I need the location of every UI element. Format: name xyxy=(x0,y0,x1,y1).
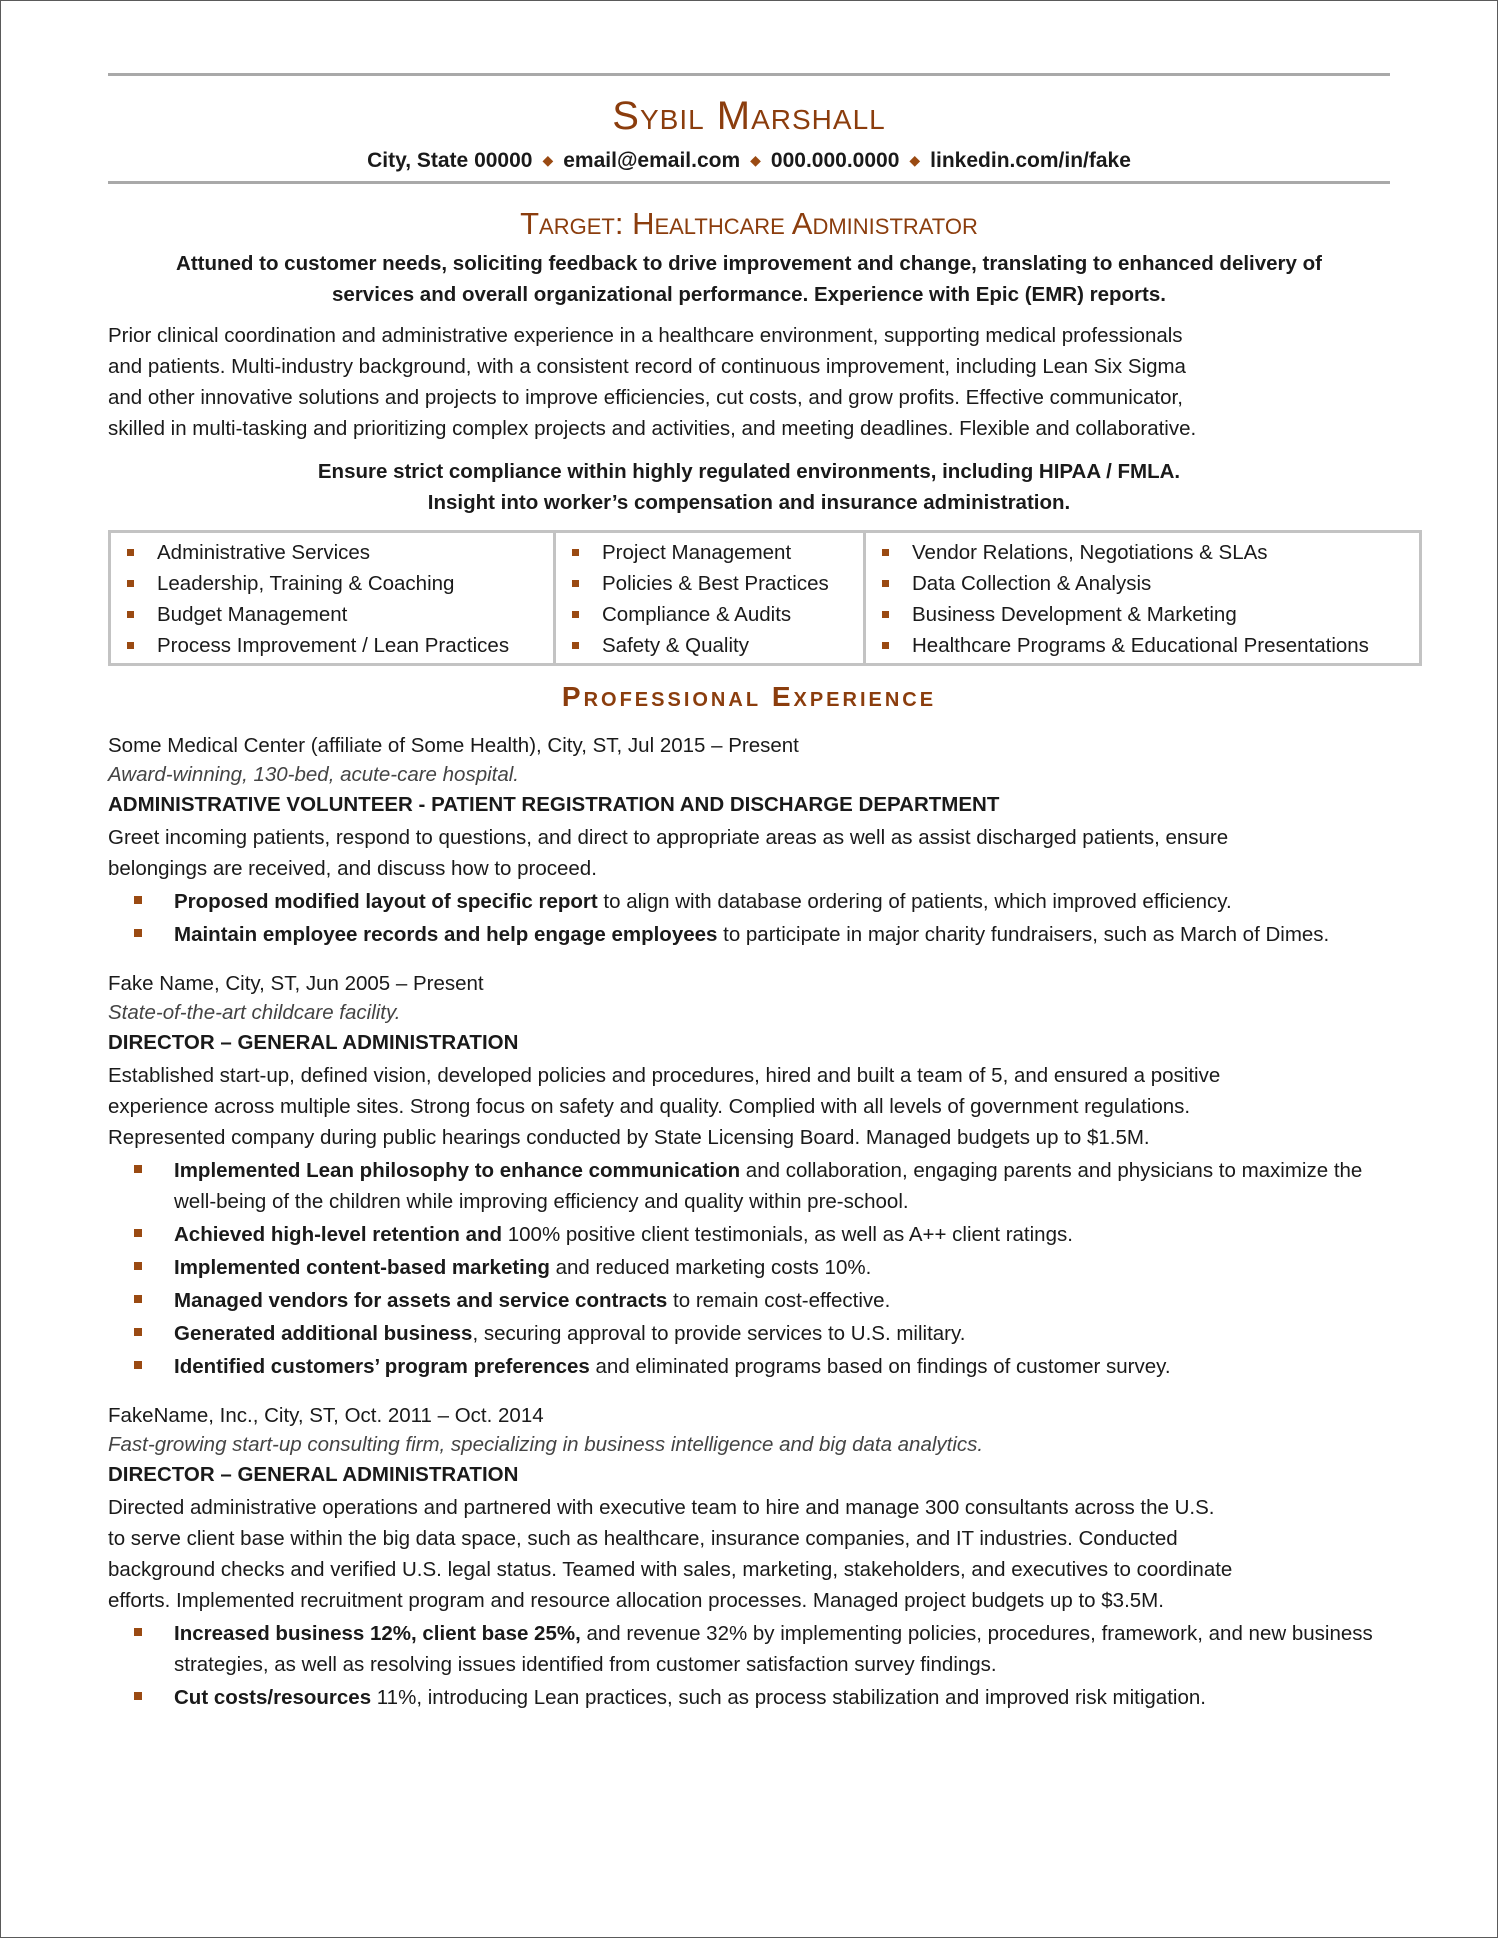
square-bullet-icon xyxy=(134,1262,142,1270)
diamond-separator-icon: ◆ xyxy=(750,152,761,168)
achievement-item xyxy=(108,1219,1390,1250)
compliance-line: Ensure strict compliance within highly regulated environments, including HIPAA / FMLA. xyxy=(317,460,1181,483)
compliance-statement xyxy=(108,456,1390,518)
achievement-detail: and eliminated programs based on findings of customer survey. xyxy=(589,1355,1171,1378)
achievement-item xyxy=(108,1618,1390,1680)
square-bullet-icon xyxy=(134,1692,142,1700)
skill-item xyxy=(119,568,545,599)
achievement-highlight: Identified customers’ program preferences xyxy=(174,1355,590,1378)
skill-item xyxy=(119,537,545,568)
skills-column xyxy=(111,533,553,663)
job-employer-line: FakeName, Inc., City, ST, Oct. 2011 – Oct. 2014 xyxy=(108,1404,544,1427)
job-title: DIRECTOR – GENERAL ADMINISTRATION xyxy=(108,1031,519,1054)
summary-line: and patients. Multi-industry background, with a consistent record of continuous improvement, including Lean Six Sigma xyxy=(108,355,1186,378)
achievement-highlight: Proposed modified layout of specific report xyxy=(174,890,598,913)
achievement-highlight: Achieved high-level retention and xyxy=(174,1223,503,1246)
achievement-item xyxy=(108,886,1390,917)
square-bullet-icon xyxy=(572,549,579,556)
skill-item xyxy=(119,599,545,630)
compliance-line: Insight into worker’s compensation and insurance administration. xyxy=(427,491,1071,514)
diamond-separator-icon: ◆ xyxy=(909,152,921,168)
contact-phone: 000.000.0000 xyxy=(770,149,900,172)
skills-column xyxy=(553,533,863,663)
job-description xyxy=(108,822,1390,884)
achievement-item xyxy=(108,1682,1390,1713)
achievement-detail: to participate in major charity fundraisers, such as March of Dimes. xyxy=(717,923,1330,946)
job-company-description: Fast-growing start-up consulting firm, specializing in business intelligence and big data analytics. xyxy=(108,1433,984,1456)
job-description-line: Directed administrative operations and partnered with executive team to hire and manage 300 consultants across the U.S. xyxy=(108,1496,1215,1519)
skills-column xyxy=(863,533,1419,663)
tagline xyxy=(108,248,1390,310)
skill-item xyxy=(874,599,1411,630)
contact-line xyxy=(108,146,1390,175)
tagline-line: services and overall organizational performance. Experience with Epic (EMR) reports. xyxy=(332,283,1166,306)
experience-list xyxy=(108,730,1390,1713)
square-bullet-icon xyxy=(134,1229,142,1237)
skill-label: Compliance & Audits xyxy=(602,603,792,626)
job-description-line: experience across multiple sites. Strong focus on safety and quality. Complied with all levels of government regulations. xyxy=(108,1095,1191,1118)
square-bullet-icon xyxy=(134,1328,142,1336)
square-bullet-icon xyxy=(882,642,889,649)
square-bullet-icon xyxy=(134,929,142,937)
contact-location: City, State 00000 xyxy=(367,149,533,172)
square-bullet-icon xyxy=(134,1295,142,1303)
job-description-line: Greet incoming patients, respond to questions, and direct to appropriate areas as well as assist discharged patients, ensure xyxy=(108,826,1229,849)
achievement-highlight: Implemented content-based marketing xyxy=(174,1256,550,1279)
skills-table xyxy=(108,530,1422,666)
square-bullet-icon xyxy=(134,1628,142,1636)
square-bullet-icon xyxy=(127,611,134,618)
square-bullet-icon xyxy=(882,611,889,618)
achievement-list xyxy=(108,1618,1390,1713)
skill-label: Budget Management xyxy=(157,603,348,626)
square-bullet-icon xyxy=(572,580,579,587)
skill-label: Data Collection & Analysis xyxy=(912,572,1152,595)
square-bullet-icon xyxy=(134,1361,142,1369)
skill-label: Process Improvement / Lean Practices xyxy=(157,634,510,657)
square-bullet-icon xyxy=(134,1165,142,1173)
square-bullet-icon xyxy=(127,549,134,556)
skill-label: Leadership, Training & Coaching xyxy=(157,572,455,595)
achievement-detail: to align with database ordering of patients, which improved efficiency. xyxy=(597,890,1232,913)
skill-item xyxy=(564,630,855,661)
square-bullet-icon xyxy=(572,611,579,618)
square-bullet-icon xyxy=(127,642,134,649)
achievement-item xyxy=(108,1252,1390,1283)
achievement-detail: to remain cost-effective. xyxy=(667,1289,891,1312)
achievement-detail: and collaboration, engaging parents and physicians to maximize the well-being of the children while improving efficiency and quality within pre-school. xyxy=(174,1159,1363,1213)
skill-label: Vendor Relations, Negotiations & SLAs xyxy=(912,541,1268,564)
job-employer-line: Fake Name, City, ST, Jun 2005 – Present xyxy=(108,972,484,995)
achievement-item xyxy=(108,1318,1390,1349)
achievement-highlight: Cut costs/resources xyxy=(174,1686,372,1709)
job-title: ADMINISTRATIVE VOLUNTEER - PATIENT REGISTRATION AND DISCHARGE DEPARTMENT xyxy=(108,793,1000,816)
diamond-separator-icon: ◆ xyxy=(542,152,554,168)
job-description xyxy=(108,1492,1390,1616)
achievement-list xyxy=(108,1155,1390,1382)
job-entry xyxy=(108,968,1390,1382)
skill-label: Safety & Quality xyxy=(602,634,749,657)
achievement-detail: 100% positive client testimonials, as well as A++ client ratings. xyxy=(502,1223,1073,1246)
skill-item xyxy=(874,630,1411,661)
section-title-experience: Professional Experience xyxy=(561,681,937,712)
square-bullet-icon xyxy=(882,580,889,587)
summary-paragraph xyxy=(108,320,1390,444)
job-company-description: State-of-the-art childcare facility. xyxy=(108,1001,401,1024)
square-bullet-icon xyxy=(882,549,889,556)
job-title: DIRECTOR – GENERAL ADMINISTRATION xyxy=(108,1463,519,1486)
achievement-detail: and revenue 32% by implementing policies, procedures, framework, and new business strategies, as well as resolving issues identified from customer satisfaction survey findings. xyxy=(174,1622,1373,1676)
contact-email: email@email.com xyxy=(563,149,741,172)
skill-label: Healthcare Programs & Educational Presentations xyxy=(912,634,1369,657)
job-description-line: to serve client base within the big data space, such as healthcare, insurance companies, and IT industries. Conducted xyxy=(108,1527,1178,1550)
skill-item xyxy=(874,537,1411,568)
skill-label: Administrative Services xyxy=(157,541,371,564)
candidate-name: Sybil Marshall xyxy=(612,94,886,138)
achievement-detail: and reduced marketing costs 10%. xyxy=(549,1256,872,1279)
job-description-line: background checks and verified U.S. legal status. Teamed with sales, marketing, stakeholders, and executives to coordinate xyxy=(108,1558,1233,1581)
skill-item xyxy=(874,568,1411,599)
achievement-item xyxy=(108,1155,1390,1217)
job-entry xyxy=(108,1400,1390,1713)
job-company-description: Award-winning, 130-bed, acute-care hospital. xyxy=(108,763,520,786)
job-description-line: efforts. Implemented recruitment program and resource allocation processes. Managed project budgets up to $3.5M. xyxy=(108,1589,1164,1612)
square-bullet-icon xyxy=(134,896,142,904)
achievement-highlight: Generated additional business xyxy=(174,1322,473,1345)
achievement-list xyxy=(108,886,1390,950)
tagline-line: Attuned to customer needs, soliciting feedback to drive improvement and change, translating to enhanced delivery of xyxy=(176,252,1322,275)
achievement-item xyxy=(108,919,1390,950)
achievement-highlight: Maintain employee records and help engage employees xyxy=(174,923,718,946)
resume-content xyxy=(108,1,1390,1713)
job-description xyxy=(108,1060,1390,1153)
achievement-highlight: Managed vendors for assets and service contracts xyxy=(174,1289,668,1312)
square-bullet-icon xyxy=(127,580,134,587)
skill-label: Project Management xyxy=(602,541,792,564)
contact-rule xyxy=(108,181,1390,184)
job-description-line: Established start-up, defined vision, developed policies and procedures, hired and built a team of 5, and ensured a positive xyxy=(108,1064,1221,1087)
skill-item xyxy=(564,537,855,568)
job-employer-line: Some Medical Center (affiliate of Some Health), City, ST, Jul 2015 – Present xyxy=(108,734,799,757)
achievement-item xyxy=(108,1351,1390,1382)
target-title: Target: Healthcare Administrator xyxy=(520,206,978,241)
skill-item xyxy=(119,630,545,661)
skill-item xyxy=(564,599,855,630)
square-bullet-icon xyxy=(572,642,579,649)
job-entry xyxy=(108,730,1390,950)
job-description-line: belongings are received, and discuss how to proceed. xyxy=(108,857,597,880)
achievement-item xyxy=(108,1285,1390,1316)
summary-line: skilled in multi-tasking and prioritizing complex projects and activities, and meeting deadlines. Flexible and collaborative. xyxy=(108,417,1197,440)
skill-item xyxy=(564,568,855,599)
achievement-detail: 11%, introducing Lean practices, such as process stabilization and improved risk mitigation. xyxy=(371,1686,1206,1709)
summary-line: Prior clinical coordination and administrative experience in a healthcare environment, supporting medical professionals xyxy=(108,324,1183,347)
achievement-highlight: Increased business 12%, client base 25%, xyxy=(174,1622,581,1645)
skill-label: Policies & Best Practices xyxy=(602,572,829,595)
top-rule xyxy=(108,73,1390,76)
job-description-line: Represented company during public hearings conducted by State Licensing Board. Managed budgets up to $1.5M. xyxy=(108,1126,1150,1149)
achievement-detail: , securing approval to provide services to U.S. military. xyxy=(472,1322,966,1345)
skill-label: Business Development & Marketing xyxy=(912,603,1237,626)
summary-line: and other innovative solutions and projects to improve efficiencies, cut costs, and grow profits. Effective communicator, xyxy=(108,386,1183,409)
achievement-highlight: Implemented Lean philosophy to enhance communication xyxy=(174,1159,741,1182)
contact-linkedin: linkedin.com/in/fake xyxy=(930,149,1131,172)
